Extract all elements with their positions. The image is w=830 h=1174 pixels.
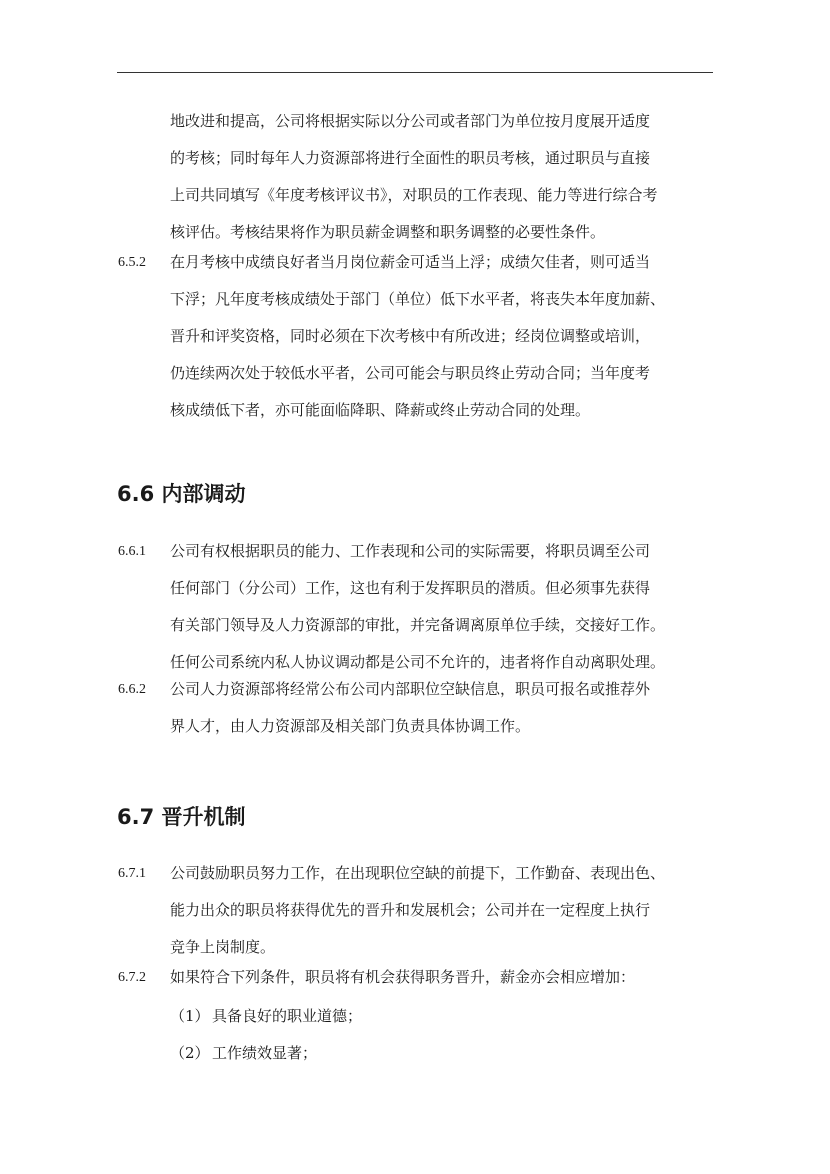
text-line: 公司人力资源部将经常公布公司内部职位空缺信息，职员可报名或推荐外 [170,680,651,698]
clause-number: 6.7.1 [118,866,146,881]
list-marker: （1） [170,1007,210,1025]
text-line: 在月考核中成绩良好者当月岗位薪金可适当上浮；成绩欠佳者，则可适当 [170,253,651,271]
clause-number: 6.5.2 [118,255,146,270]
clause-number: 6.6.2 [118,682,146,697]
text-line: 任何部门（分公司）工作，这也有利于发挥职员的潜质。但必须事先获得 [170,579,651,597]
clause-number: 6.6.1 [118,544,146,559]
text-line: 有关部门领导及人力资源部的审批，并完备调离原单位手续，交接好工作。 [170,616,666,634]
clause-6-7-2 [170,959,715,996]
clause-number: 6.7.2 [118,970,146,985]
list-marker: （2） [170,1044,210,1062]
text-line: 的考核；同时每年人力资源部将进行全面性的职员考核，通过职员与直接 [170,149,651,167]
clause-6-7-1 [170,855,715,966]
text-line: 公司有权根据职员的能力、工作表现和公司的实际需要，将职员调至公司 [170,542,651,560]
text-line: 仍连续两次处于较低水平者，公司可能会与职员终止劳动合同；当年度考 [170,364,651,382]
text-line: 晋升和评奖资格，同时必须在下次考核中有所改进；经岗位调整或培训， [170,327,651,345]
section-heading-6-6: 6.6 内部调动 [117,482,246,506]
list-item-text: 工作绩效显著； [212,1044,318,1062]
intro-paragraph [170,103,715,251]
text-line: 如果符合下列条件，职员将有机会获得职务晋升，薪金亦会相应增加： [170,968,636,986]
list-item [170,1042,317,1063]
text-line: 核评估。考核结果将作为职员薪金调整和职务调整的必要性条件。 [170,223,606,241]
text-line: 公司鼓励职员努力工作，在出现职位空缺的前提下，工作勤奋、表现出色、 [170,864,666,882]
clause-6-6-2 [170,671,715,745]
text-line: 核成绩低下者，亦可能面临降职、降薪或终止劳动合同的处理。 [170,401,591,419]
text-line: 任何公司系统内私人协议调动都是公司不允许的，违者将作自动离职处理。 [170,653,666,671]
section-heading-6-7: 6.7 晋升机制 [117,805,246,829]
text-line: 下浮；凡年度考核成绩处于部门（单位）低下水平者，将丧失本年度加薪、 [170,290,666,308]
text-line: 地改进和提高，公司将根据实际以分公司或者部门为单位按月度展开适度 [170,112,651,130]
text-line: 竞争上岗制度。 [170,938,276,956]
clause-6-5-2 [170,244,715,429]
text-line: 界人才，由人力资源部及相关部门负责具体协调工作。 [170,717,531,735]
text-line: 上司共同填写《年度考核评议书》，对职员的工作表现、能力等进行综合考 [170,186,658,204]
list-item [170,1005,362,1026]
list-item-text: 具备良好的职业道德； [212,1007,363,1025]
text-line: 能力出众的职员将获得优先的晋升和发展机会；公司并在一定程度上执行 [170,901,651,919]
clause-6-6-1 [170,533,715,681]
header-rule [117,72,713,73]
